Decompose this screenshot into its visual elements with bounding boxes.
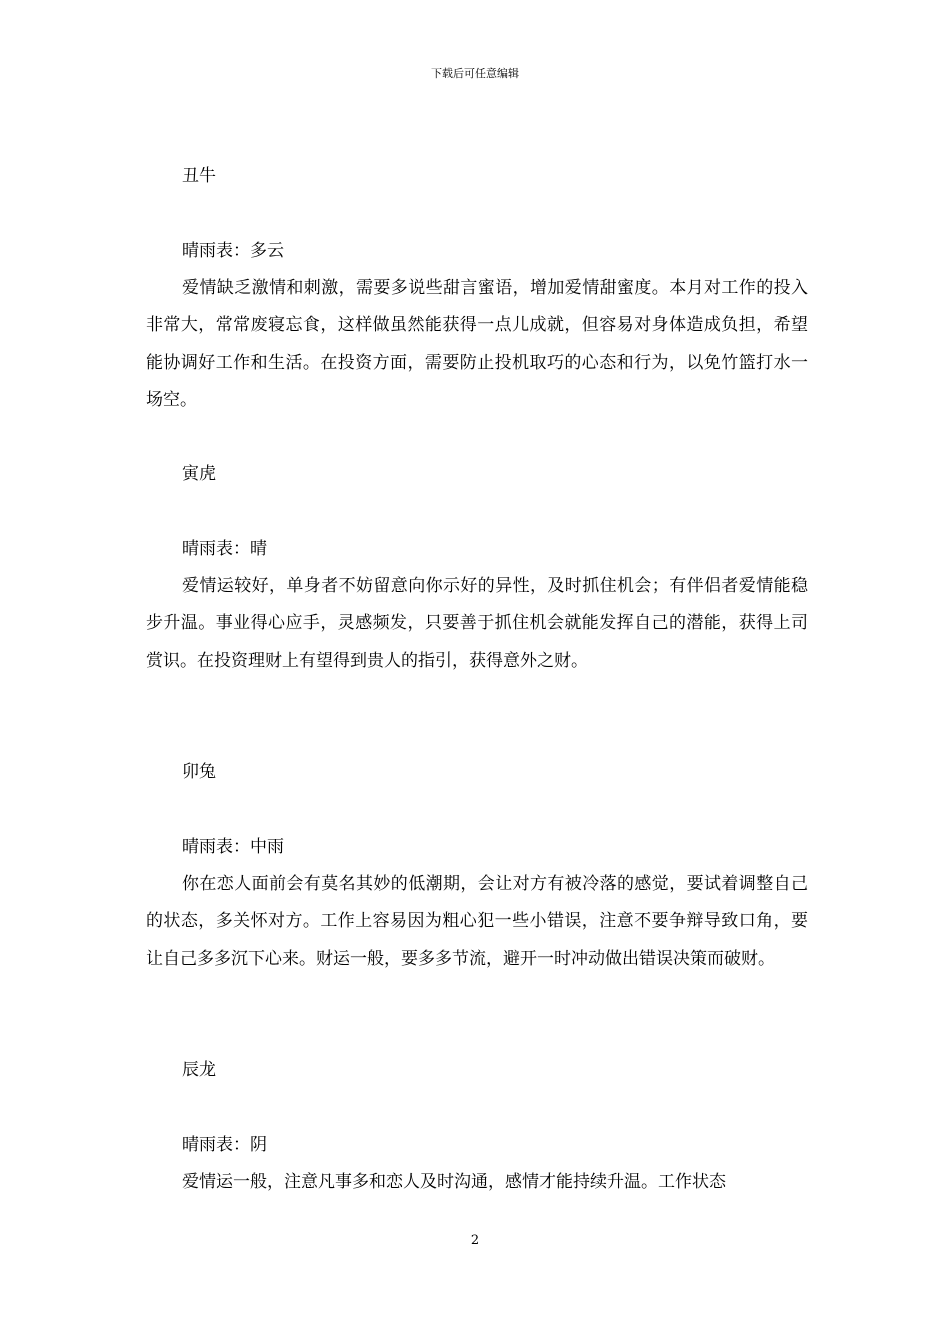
- section-body-rabbit: 你在恋人面前会有莫名其妙的低潮期，会让对方有被冷落的感觉，要试着调整自己的状态，多关怀对方。工作上容易因为粗心犯一些小错误，注意不要争辩导致口角，要让自己多多沉下心来。财运一般，要多多节流，避开一时冲动做出错误决策而破财。: [146, 874, 808, 969]
- section-title-ox: 丑牛: [182, 166, 216, 186]
- forecast-label-rabbit: 晴雨表：中雨: [182, 837, 284, 857]
- page-header: 下载后可任意编辑: [431, 67, 519, 80]
- page-number: 2: [470, 1233, 480, 1248]
- section-title-tiger: 寅虎: [182, 464, 216, 484]
- forecast-label-ox: 晴雨表：多云: [182, 241, 284, 261]
- section-title-rabbit: 卯兔: [182, 762, 216, 782]
- forecast-label-tiger: 晴雨表：晴: [182, 539, 267, 559]
- section-body-dragon: 爱情运一般，注意凡事多和恋人及时沟通，感情才能持续升温。工作状态: [182, 1172, 726, 1192]
- forecast-label-dragon: 晴雨表：阴: [182, 1135, 267, 1155]
- section-body-tiger: 爱情运较好，单身者不妨留意向你示好的异性，及时抓住机会；有伴侣者爱情能稳步升温。事业得心应手，灵感频发，只要善于抓住机会就能发挥自己的潜能，获得上司赏识。在投资理财上有望得到贵人的指引，获得意外之财。: [146, 576, 808, 671]
- section-body-ox: 爱情缺乏激情和刺激，需要多说些甜言蜜语，增加爱情甜蜜度。本月对工作的投入非常大，常常废寝忘食，这样做虽然能获得一点儿成就，但容易对身体造成负担，希望能协调好工作和生活。在投资方面，需要防止投机取巧的心态和行为，以免竹篮打水一场空。: [146, 278, 808, 410]
- section-title-dragon: 辰龙: [182, 1060, 216, 1080]
